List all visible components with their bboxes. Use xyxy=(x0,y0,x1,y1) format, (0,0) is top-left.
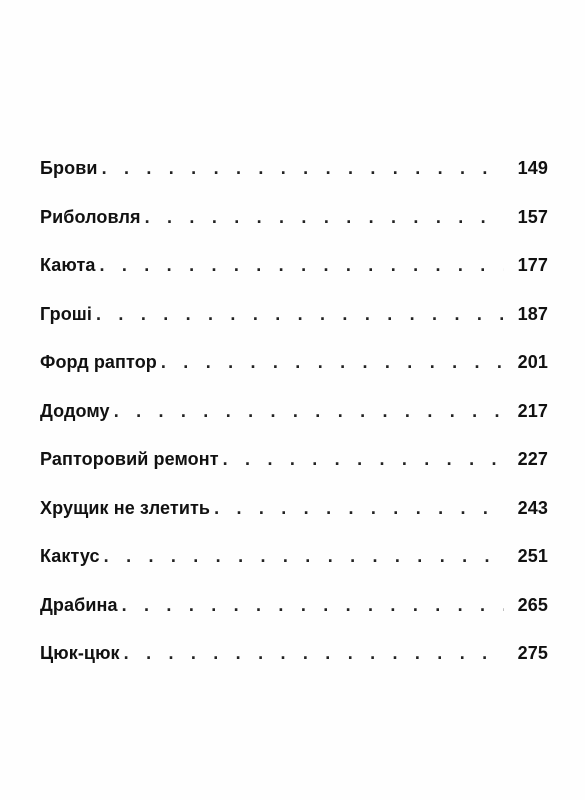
toc-entry-page-number: 177 xyxy=(517,255,548,275)
toc-entry xyxy=(40,304,548,353)
dot-leader xyxy=(223,449,504,470)
toc-entry-title: Риболовля xyxy=(40,206,141,227)
toc-entry-title: Хрущик не злетить xyxy=(40,497,211,518)
toc-entry xyxy=(40,643,548,692)
dot-leader xyxy=(161,352,504,373)
toc-entry xyxy=(40,352,548,401)
toc-entry xyxy=(40,207,548,256)
toc-entry xyxy=(40,546,548,595)
toc-entry xyxy=(40,255,548,304)
toc-entry-title: Драбина xyxy=(40,594,118,615)
dot-leader xyxy=(99,255,504,276)
dot-leader xyxy=(104,546,504,567)
toc-entry xyxy=(40,449,548,498)
dot-leader xyxy=(214,498,504,519)
dot-leader xyxy=(145,207,504,228)
toc-entry-page-number: 157 xyxy=(517,206,548,227)
dot-leader xyxy=(114,401,504,422)
toc-entry-page-number: 201 xyxy=(517,352,548,372)
toc-entry-title: Цюк-цюк xyxy=(40,643,120,663)
toc-entry-title: Брови xyxy=(40,158,98,178)
toc-entry-title: Форд раптор xyxy=(40,352,157,372)
toc-entry-title: Кактус xyxy=(40,546,100,566)
toc-entry-page-number: 227 xyxy=(517,449,548,469)
toc-entry-title: Каюта xyxy=(40,255,96,275)
toc-entry-title: Рапторовий ремонт xyxy=(40,449,219,469)
toc-entry xyxy=(40,158,548,207)
table-of-contents xyxy=(40,158,548,692)
toc-entry-page-number: 243 xyxy=(517,497,548,518)
toc-entry-page-number: 275 xyxy=(517,643,548,663)
dot-leader xyxy=(102,158,504,179)
toc-entry xyxy=(40,401,548,450)
toc-entry xyxy=(40,498,548,547)
toc-entry-title: Додому xyxy=(40,400,110,421)
toc-entry-title: Гроші xyxy=(40,303,93,324)
toc-entry xyxy=(40,595,548,644)
dot-leader xyxy=(122,595,504,616)
dot-leader xyxy=(96,304,504,325)
toc-entry-page-number: 149 xyxy=(517,158,548,178)
toc-entry-page-number: 187 xyxy=(517,303,548,324)
toc-entry-page-number: 217 xyxy=(517,400,548,421)
dot-leader xyxy=(124,643,504,664)
toc-entry-page-number: 265 xyxy=(517,594,548,615)
toc-entry-page-number: 251 xyxy=(517,546,548,566)
